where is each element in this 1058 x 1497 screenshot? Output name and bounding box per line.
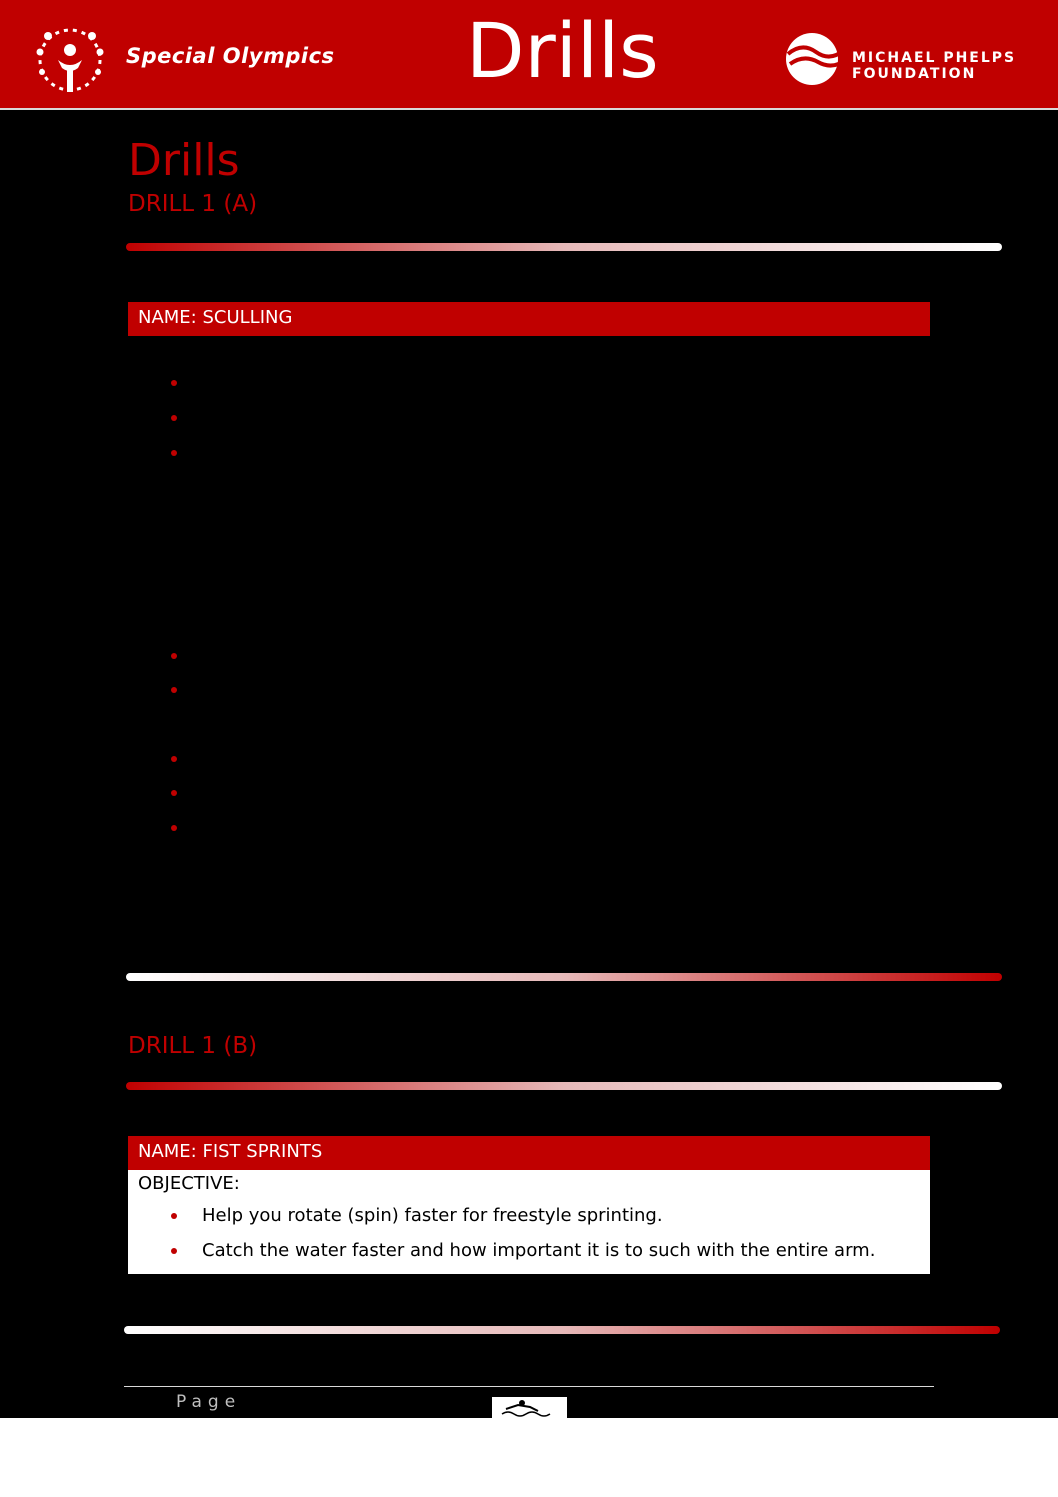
header-title: Drills bbox=[466, 6, 659, 95]
partner-line-1: MICHAEL PHELPS bbox=[852, 50, 1017, 66]
bullet-dot bbox=[171, 756, 177, 762]
footer-page-label: Page bbox=[176, 1392, 242, 1412]
section-divider bbox=[126, 1082, 1002, 1090]
objective-item: Catch the water faster and how important it is to such with the entire arm. bbox=[202, 1240, 876, 1261]
bullet-dot bbox=[171, 825, 177, 831]
section-divider bbox=[126, 973, 1002, 981]
section-divider bbox=[126, 243, 1002, 251]
michael-phelps-foundation-wordmark bbox=[852, 50, 1016, 82]
page-header bbox=[0, 0, 1058, 110]
bullet-dot bbox=[171, 1248, 177, 1254]
page-title: Drills bbox=[128, 135, 240, 186]
special-olympics-logo bbox=[28, 20, 112, 100]
swimmer-icon bbox=[492, 1397, 567, 1418]
bullet-dot bbox=[171, 687, 177, 693]
drill-b-heading: DRILL 1 (B) bbox=[128, 1033, 258, 1059]
objective-item: Help you rotate (spin) faster for freestyle sprinting. bbox=[202, 1205, 663, 1226]
bullet-dot bbox=[171, 653, 177, 659]
footer-divider bbox=[124, 1386, 934, 1387]
bullet-dot bbox=[171, 450, 177, 456]
michael-phelps-foundation-logo bbox=[782, 32, 848, 86]
bullet-dot bbox=[171, 790, 177, 796]
section-divider bbox=[124, 1326, 1000, 1334]
objective-label: OBJECTIVE: bbox=[138, 1173, 240, 1194]
bullet-dot bbox=[171, 1213, 177, 1219]
special-olympics-wordmark: Special Olympics bbox=[126, 44, 335, 68]
drill-b-objective-box bbox=[128, 1170, 930, 1274]
partner-line-2: FOUNDATION bbox=[852, 66, 977, 82]
drill-a-name-bar: NAME: SCULLING bbox=[128, 302, 930, 336]
bullet-dot bbox=[171, 380, 177, 386]
bullet-dot bbox=[171, 415, 177, 421]
drill-b-name-bar: NAME: FIST SPRINTS bbox=[128, 1136, 930, 1170]
drill-a-heading: DRILL 1 (A) bbox=[128, 191, 258, 217]
